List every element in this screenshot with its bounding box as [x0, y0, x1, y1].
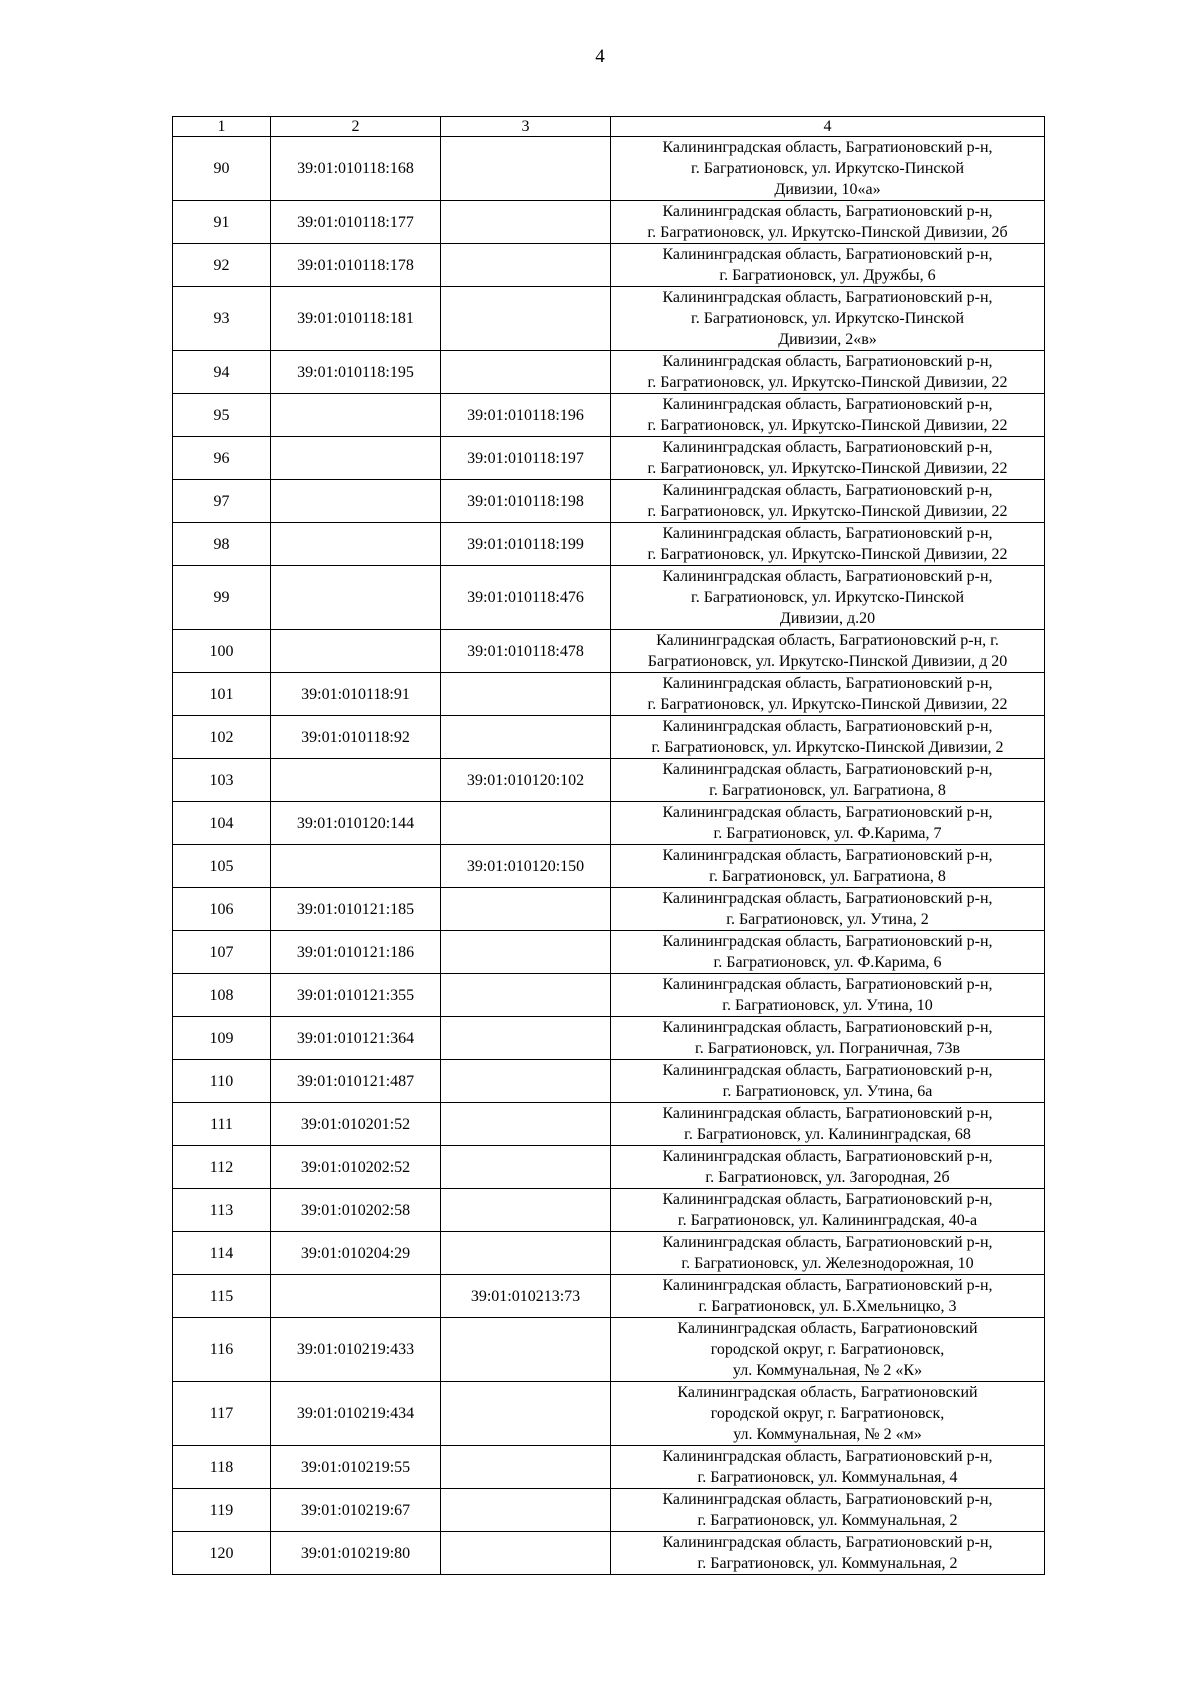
address-line: Калининградская область, Багратионовский р-н, — [662, 1191, 993, 1208]
address-cell — [611, 1189, 1045, 1232]
structure-number-cell — [441, 1017, 611, 1060]
structure-number-cell — [441, 1446, 611, 1489]
table-row — [173, 1446, 1045, 1489]
address-cell — [611, 394, 1045, 437]
row-number-cell: 95 — [173, 394, 271, 437]
cadastral-number-cell — [271, 437, 441, 480]
address-line: г. Багратионовск, ул. Иркутско-Пинской Дивизии, 22 — [647, 546, 1008, 563]
row-number-cell: 91 — [173, 201, 271, 244]
cadastral-number-cell: 39:01:010202:58 — [271, 1189, 441, 1232]
cadastral-number-cell: 39:01:010121:364 — [271, 1017, 441, 1060]
structure-number-cell: 39:01:010120:102 — [441, 759, 611, 802]
address-line: г. Багратионовск, ул. Утина, 2 — [726, 911, 929, 928]
structure-number-cell: 39:01:010118:197 — [441, 437, 611, 480]
cadastral-number-cell — [271, 1275, 441, 1318]
table-row — [173, 888, 1045, 931]
cadastral-number-cell — [271, 630, 441, 673]
row-number-cell: 117 — [173, 1382, 271, 1446]
structure-number-cell — [441, 1103, 611, 1146]
address-cell — [611, 931, 1045, 974]
address-line: Калининградская область, Багратионовский р-н, — [662, 1105, 993, 1122]
row-number-cell: 94 — [173, 351, 271, 394]
table-row — [173, 201, 1045, 244]
structure-number-cell — [441, 974, 611, 1017]
address-line: г. Багратионовск, ул. Ф.Карима, 6 — [713, 954, 942, 971]
structure-number-cell — [441, 1146, 611, 1189]
address-cell — [611, 1232, 1045, 1275]
cadastral-number-cell: 39:01:010219:433 — [271, 1318, 441, 1382]
cadastral-number-cell: 39:01:010118:168 — [271, 137, 441, 201]
address-cell — [611, 1318, 1045, 1382]
structure-number-cell — [441, 244, 611, 287]
row-number-cell: 115 — [173, 1275, 271, 1318]
address-line: Калининградская область, Багратионовский р-н, — [662, 203, 993, 220]
cadastral-number-cell: 39:01:010118:178 — [271, 244, 441, 287]
cadastral-number-cell: 39:01:010121:355 — [271, 974, 441, 1017]
row-number-cell: 101 — [173, 673, 271, 716]
cadastral-number-cell: 39:01:010121:186 — [271, 931, 441, 974]
structure-number-cell — [441, 1532, 611, 1575]
address-cell — [611, 630, 1045, 673]
cadastral-number-cell — [271, 845, 441, 888]
cadastral-number-cell: 39:01:010219:67 — [271, 1489, 441, 1532]
table-row — [173, 845, 1045, 888]
address-line: Калининградская область, Багратионовский р-н, — [662, 1491, 993, 1508]
address-line: г. Багратионовск, ул. Иркутско-Пинской Дивизии, 22 — [647, 417, 1008, 434]
address-cell — [611, 802, 1045, 845]
row-number-cell: 112 — [173, 1146, 271, 1189]
table-row — [173, 974, 1045, 1017]
row-number-cell: 105 — [173, 845, 271, 888]
row-number-cell: 111 — [173, 1103, 271, 1146]
table-row — [173, 630, 1045, 673]
row-number-cell: 120 — [173, 1532, 271, 1575]
address-line: Калининградская область, Багратионовский р-н, — [662, 1019, 993, 1036]
table-row — [173, 244, 1045, 287]
table-row — [173, 566, 1045, 630]
address-line: Калининградская область, Багратионовский р-н, — [662, 1277, 993, 1294]
address-cell — [611, 888, 1045, 931]
table-row — [173, 1189, 1045, 1232]
address-cell — [611, 974, 1045, 1017]
address-line: г. Багратионовск, ул. Иркутско-Пинской Дивизии, 22 — [647, 503, 1008, 520]
cadastral-number-cell: 39:01:010219:80 — [271, 1532, 441, 1575]
address-cell — [611, 437, 1045, 480]
address-line: Калининградская область, Багратионовский р-н, — [662, 890, 993, 907]
address-line: Калининградская область, Багратионовский р-н, — [662, 1148, 993, 1165]
cadastral-number-cell: 39:01:010121:487 — [271, 1060, 441, 1103]
table-row — [173, 437, 1045, 480]
column-header: 4 — [611, 117, 1045, 137]
cadastral-number-cell: 39:01:010202:52 — [271, 1146, 441, 1189]
structure-number-cell — [441, 802, 611, 845]
row-number-cell: 93 — [173, 287, 271, 351]
structure-number-cell — [441, 1318, 611, 1382]
registry-table — [172, 116, 1045, 1575]
header-row — [173, 117, 1045, 137]
address-cell — [611, 351, 1045, 394]
row-number-cell: 118 — [173, 1446, 271, 1489]
address-line: Калининградская область, Багратионовский р-н, — [662, 976, 993, 993]
address-line: г. Багратионовск, ул. Иркутско-Пинской Дивизии, 22 — [647, 374, 1008, 391]
row-number-cell: 113 — [173, 1189, 271, 1232]
table-row — [173, 759, 1045, 802]
table-row — [173, 1532, 1045, 1575]
address-line: г. Багратионовск, ул. Иркутско-Пинской Дивизии, 2б — [647, 224, 1008, 241]
page-number: 4 — [595, 46, 605, 67]
address-line: Калининградская область, Багратионовский р-н, — [662, 525, 993, 542]
address-line: г. Багратионовск, ул. Утина, 10 — [722, 997, 933, 1014]
address-line: г. Багратионовск, ул. Коммунальная, 4 — [697, 1469, 958, 1486]
table-row — [173, 1318, 1045, 1382]
address-line: г. Багратионовск, ул. Железнодорожная, 10 — [681, 1255, 974, 1272]
address-line: Калининградская область, Багратионовский р-н, — [662, 1234, 993, 1251]
table-row — [173, 480, 1045, 523]
cadastral-number-cell: 39:01:010219:434 — [271, 1382, 441, 1446]
cadastral-number-cell: 39:01:010118:91 — [271, 673, 441, 716]
address-line: ул. Коммунальная, № 2 «К» — [732, 1362, 923, 1379]
structure-number-cell — [441, 1382, 611, 1446]
structure-number-cell: 39:01:010120:150 — [441, 845, 611, 888]
address-line: Калининградская область, Багратионовский р-н, г. — [656, 632, 999, 649]
address-cell — [611, 480, 1045, 523]
address-line: г. Багратионовск, ул. Иркутско-Пинской Дивизии, 2 — [651, 739, 1004, 756]
table-row — [173, 351, 1045, 394]
table-row — [173, 802, 1045, 845]
address-line: городской округ, г. Багратионовск, — [710, 1341, 945, 1358]
address-line: Калининградская область, Багратионовский р-н, — [662, 482, 993, 499]
table-row — [173, 1489, 1045, 1532]
structure-number-cell — [441, 201, 611, 244]
address-cell — [611, 1060, 1045, 1103]
address-line: ул. Коммунальная, № 2 «м» — [733, 1426, 922, 1443]
address-line: Калининградская область, Багратионовский р-н, — [662, 353, 993, 370]
address-cell — [611, 137, 1045, 201]
address-line: Дивизии, 2«в» — [778, 331, 877, 348]
address-cell — [611, 1446, 1045, 1489]
column-header: 3 — [441, 117, 611, 137]
structure-number-cell — [441, 673, 611, 716]
cadastral-number-cell — [271, 480, 441, 523]
address-line: Калининградская область, Багратионовский р-н, — [662, 847, 993, 864]
address-cell — [611, 1103, 1045, 1146]
structure-number-cell — [441, 716, 611, 759]
table-row — [173, 1146, 1045, 1189]
table-row — [173, 1017, 1045, 1060]
address-line: Калининградская область, Багратионовский р-н, — [662, 396, 993, 413]
address-line: Калининградская область, Багратионовский р-н, — [662, 139, 993, 156]
address-line: Калининградская область, Багратионовский р-н, — [662, 1534, 993, 1551]
cadastral-number-cell: 39:01:010120:144 — [271, 802, 441, 845]
row-number-cell: 99 — [173, 566, 271, 630]
table-body — [173, 137, 1045, 1575]
table-row — [173, 716, 1045, 759]
structure-number-cell: 39:01:010118:476 — [441, 566, 611, 630]
address-cell — [611, 201, 1045, 244]
cadastral-number-cell — [271, 394, 441, 437]
address-line: г. Багратионовск, ул. Б.Хмельницко, 3 — [698, 1298, 957, 1315]
address-line: Калининградская область, Багратионовский — [677, 1384, 978, 1401]
address-cell — [611, 845, 1045, 888]
address-line: Калининградская область, Багратионовский р-н, — [662, 1062, 993, 1079]
structure-number-cell — [441, 888, 611, 931]
structure-number-cell — [441, 137, 611, 201]
column-header: 1 — [173, 117, 271, 137]
address-line: Калининградская область, Багратионовский р-н, — [662, 933, 993, 950]
structure-number-cell: 39:01:010118:478 — [441, 630, 611, 673]
structure-number-cell — [441, 351, 611, 394]
address-cell — [611, 759, 1045, 802]
address-line: г. Багратионовск, ул. Багратиона, 8 — [709, 868, 946, 885]
row-number-cell: 114 — [173, 1232, 271, 1275]
cadastral-number-cell — [271, 566, 441, 630]
row-number-cell: 96 — [173, 437, 271, 480]
address-cell — [611, 716, 1045, 759]
address-cell — [611, 287, 1045, 351]
address-line: г. Багратионовск, ул. Загородная, 2б — [705, 1169, 950, 1186]
table-row — [173, 287, 1045, 351]
address-line: Дивизии, д.20 — [779, 610, 876, 627]
cadastral-number-cell: 39:01:010201:52 — [271, 1103, 441, 1146]
address-line: г. Багратионовск, ул. Коммунальная, 2 — [697, 1555, 958, 1572]
address-line: г. Багратионовск, ул. Пограничная, 73в — [695, 1040, 960, 1057]
table-row — [173, 673, 1045, 716]
address-line: г. Багратионовск, ул. Калининградская, 40-а — [677, 1212, 978, 1229]
address-line: г. Багратионовск, ул. Иркутско-Пинской — [690, 160, 964, 177]
cadastral-number-cell: 39:01:010118:92 — [271, 716, 441, 759]
table-row — [173, 394, 1045, 437]
structure-number-cell — [441, 1489, 611, 1532]
address-cell — [611, 1146, 1045, 1189]
structure-number-cell: 39:01:010118:198 — [441, 480, 611, 523]
address-line: г. Багратионовск, ул. Коммунальная, 2 — [697, 1512, 958, 1529]
row-number-cell: 100 — [173, 630, 271, 673]
table-row — [173, 1103, 1045, 1146]
row-number-cell: 116 — [173, 1318, 271, 1382]
structure-number-cell — [441, 1232, 611, 1275]
address-line: городской округ, г. Багратионовск, — [710, 1405, 945, 1422]
cadastral-number-cell — [271, 523, 441, 566]
structure-number-cell — [441, 287, 611, 351]
row-number-cell: 110 — [173, 1060, 271, 1103]
row-number-cell: 102 — [173, 716, 271, 759]
structure-number-cell: 39:01:010118:199 — [441, 523, 611, 566]
address-line: Калининградская область, Багратионовский р-н, — [662, 804, 993, 821]
table-row — [173, 1275, 1045, 1318]
address-line: Калининградская область, Багратионовский р-н, — [662, 568, 993, 585]
row-number-cell: 106 — [173, 888, 271, 931]
address-line: Багратионовск, ул. Иркутско-Пинской Дивизии, д 20 — [647, 653, 1008, 670]
row-number-cell: 108 — [173, 974, 271, 1017]
structure-number-cell — [441, 931, 611, 974]
address-line: г. Багратионовск, ул. Ф.Карима, 7 — [713, 825, 942, 842]
address-line: Калининградская область, Багратионовский р-н, — [662, 289, 993, 306]
address-line: г. Багратионовск, ул. Иркутско-Пинской Дивизии, 22 — [647, 696, 1008, 713]
address-line: г. Багратионовск, ул. Иркутско-Пинской — [690, 589, 964, 606]
address-cell — [611, 1017, 1045, 1060]
row-number-cell: 103 — [173, 759, 271, 802]
address-cell — [611, 1275, 1045, 1318]
row-number-cell: 98 — [173, 523, 271, 566]
address-line: Калининградская область, Багратионовский р-н, — [662, 246, 993, 263]
row-number-cell: 104 — [173, 802, 271, 845]
address-line: г. Багратионовск, ул. Калининградская, 68 — [684, 1126, 971, 1143]
row-number-cell: 92 — [173, 244, 271, 287]
table-row — [173, 1382, 1045, 1446]
row-number-cell: 119 — [173, 1489, 271, 1532]
cadastral-number-cell: 39:01:010219:55 — [271, 1446, 441, 1489]
address-cell — [611, 1532, 1045, 1575]
cadastral-number-cell: 39:01:010118:177 — [271, 201, 441, 244]
row-number-cell: 97 — [173, 480, 271, 523]
address-cell — [611, 1489, 1045, 1532]
address-line: г. Багратионовск, ул. Багратиона, 8 — [709, 782, 946, 799]
address-cell — [611, 523, 1045, 566]
structure-number-cell — [441, 1060, 611, 1103]
row-number-cell: 109 — [173, 1017, 271, 1060]
address-cell — [611, 673, 1045, 716]
cadastral-number-cell: 39:01:010118:181 — [271, 287, 441, 351]
address-cell — [611, 566, 1045, 630]
address-line: Дивизии, 10«а» — [774, 181, 881, 198]
cadastral-number-cell: 39:01:010121:185 — [271, 888, 441, 931]
address-line: Калининградская область, Багратионовский р-н, — [662, 675, 993, 692]
address-line: г. Багратионовск, ул. Иркутско-Пинской — [690, 310, 964, 327]
cadastral-number-cell — [271, 759, 441, 802]
address-line: г. Багратионовск, ул. Дружбы, 6 — [719, 267, 936, 284]
table-row — [173, 1232, 1045, 1275]
cadastral-number-cell: 39:01:010204:29 — [271, 1232, 441, 1275]
table-row — [173, 523, 1045, 566]
cadastral-number-cell: 39:01:010118:195 — [271, 351, 441, 394]
structure-number-cell: 39:01:010118:196 — [441, 394, 611, 437]
address-line: г. Багратионовск, ул. Утина, 6а — [722, 1083, 933, 1100]
structure-number-cell: 39:01:010213:73 — [441, 1275, 611, 1318]
address-line: Калининградская область, Багратионовский р-н, — [662, 718, 993, 735]
table-row — [173, 1060, 1045, 1103]
table-row — [173, 137, 1045, 201]
address-line: г. Багратионовск, ул. Иркутско-Пинской Дивизии, 22 — [647, 460, 1008, 477]
address-line: Калининградская область, Багратионовский р-н, — [662, 761, 993, 778]
table-row — [173, 931, 1045, 974]
row-number-cell: 90 — [173, 137, 271, 201]
structure-number-cell — [441, 1189, 611, 1232]
address-line: Калининградская область, Багратионовский — [677, 1320, 978, 1337]
row-number-cell: 107 — [173, 931, 271, 974]
column-header: 2 — [271, 117, 441, 137]
address-line: Калининградская область, Багратионовский р-н, — [662, 439, 993, 456]
address-cell — [611, 1382, 1045, 1446]
address-cell — [611, 244, 1045, 287]
address-line: Калининградская область, Багратионовский р-н, — [662, 1448, 993, 1465]
